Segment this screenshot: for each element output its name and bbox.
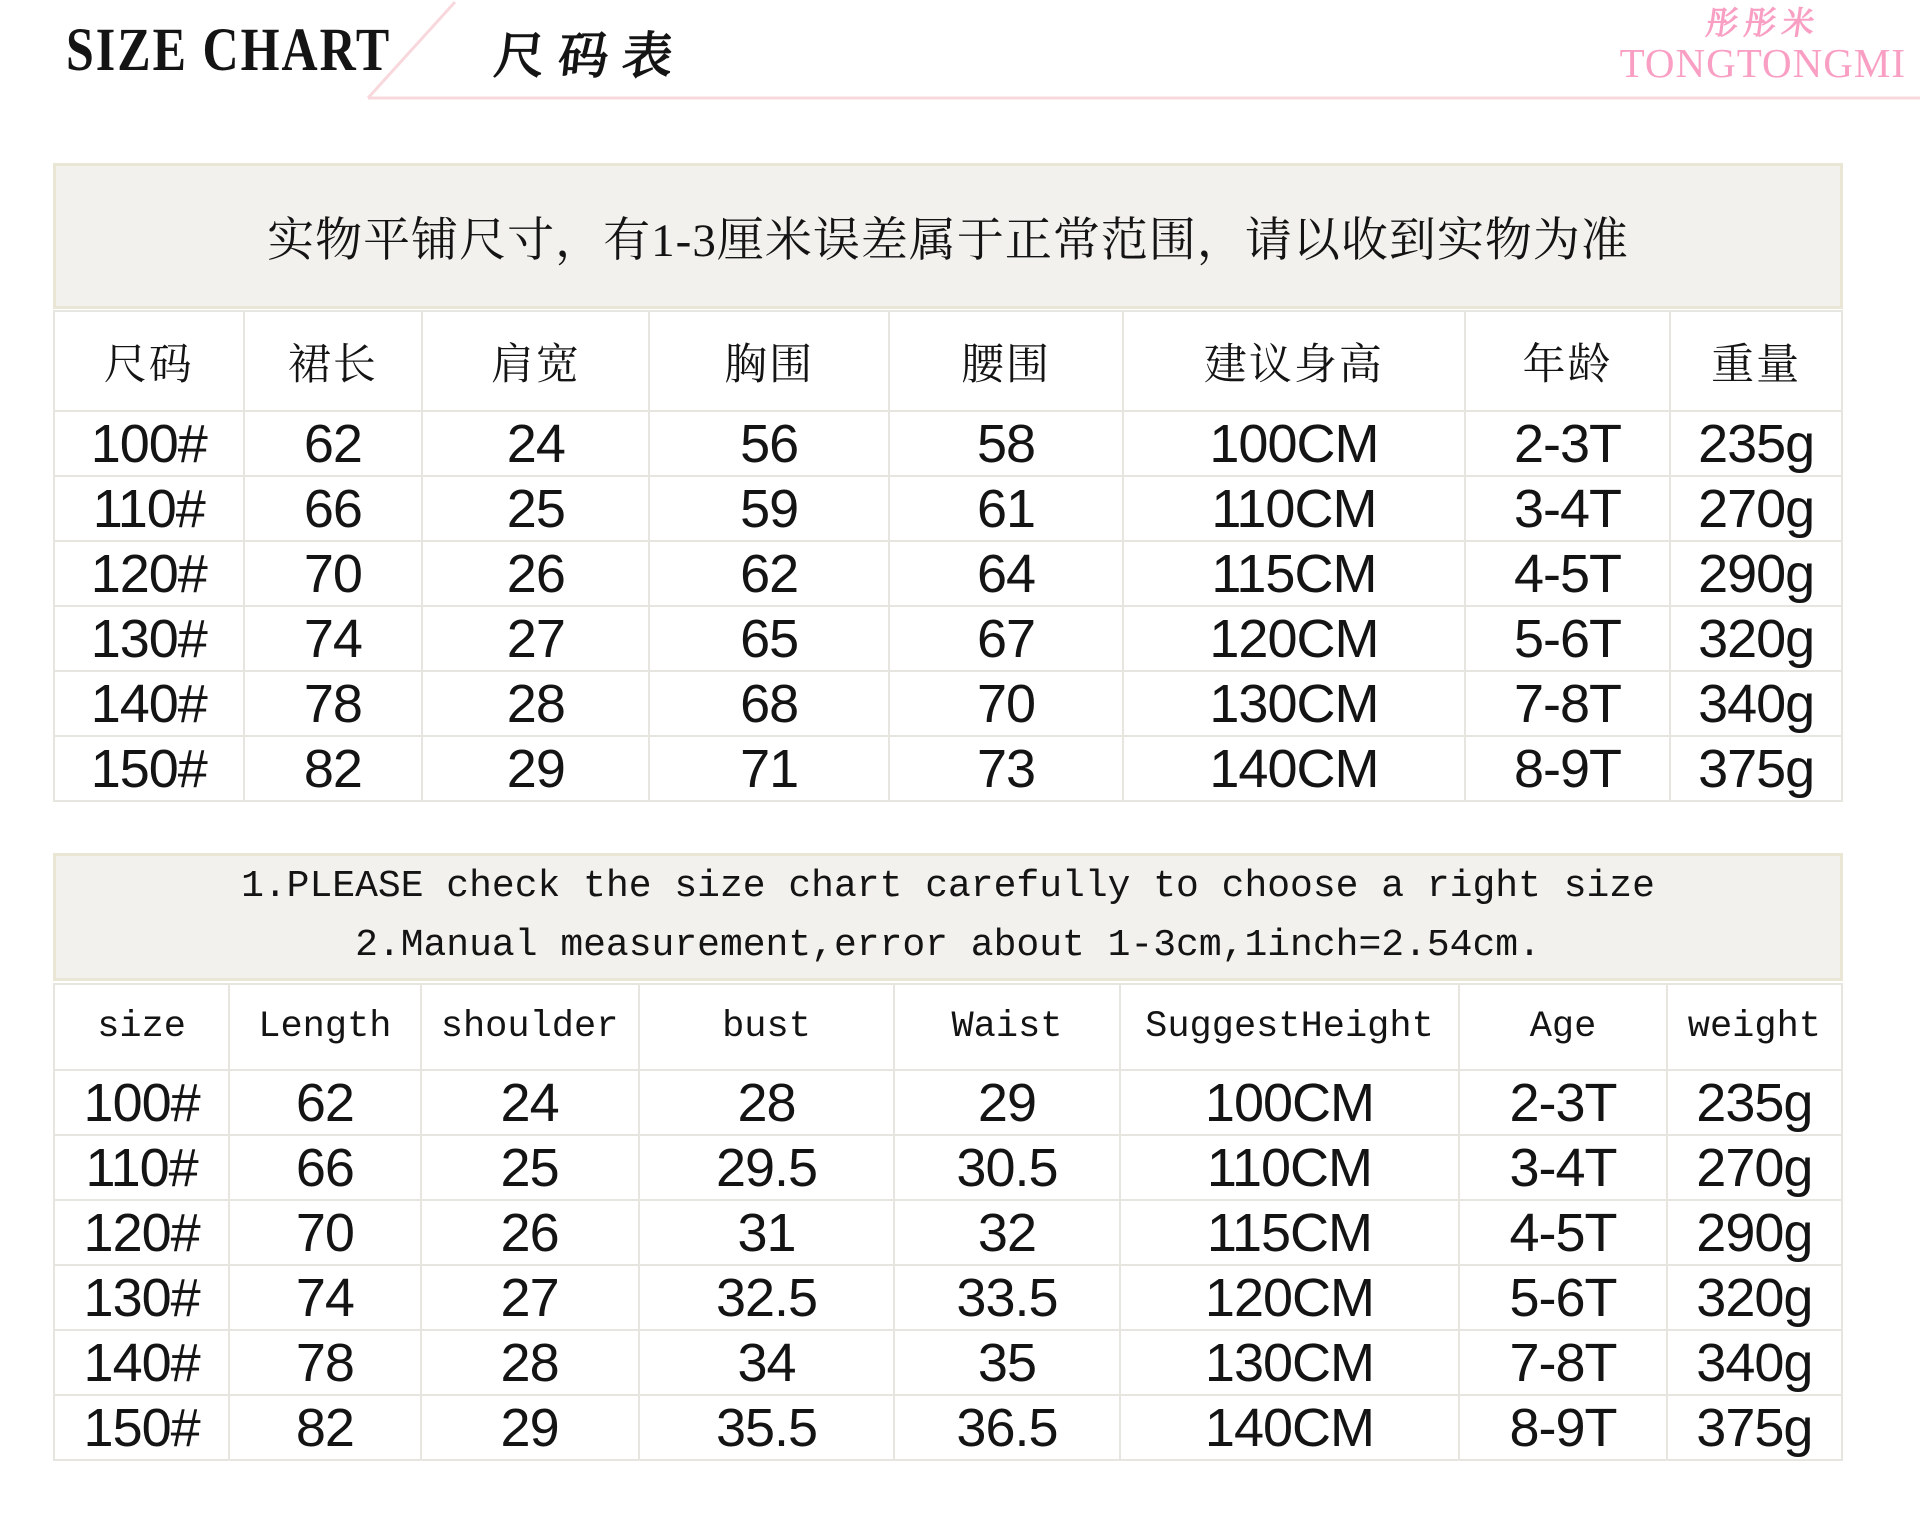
- column-header-7: 重量: [1670, 311, 1842, 411]
- table-cell: 340g: [1670, 671, 1842, 736]
- table-row: [54, 411, 1842, 476]
- column-header-6: 年龄: [1465, 311, 1671, 411]
- table-cell: 70: [229, 1200, 420, 1265]
- notice-panel-english: [53, 853, 1843, 981]
- table-row: [54, 736, 1842, 801]
- table-cell: 28: [639, 1070, 895, 1135]
- column-header-1: 裙长: [244, 311, 423, 411]
- table-row: [54, 1200, 1842, 1265]
- table-cell: 26: [422, 541, 649, 606]
- table-cell: 66: [244, 476, 423, 541]
- table-cell: 290g: [1667, 1200, 1842, 1265]
- table-row: [54, 671, 1842, 736]
- table-cell: 74: [229, 1265, 420, 1330]
- table-cell: 65: [649, 606, 889, 671]
- table-cell: 73: [889, 736, 1123, 801]
- table-cell: 29: [421, 1395, 639, 1460]
- column-header-3: 胸围: [649, 311, 889, 411]
- table-cell: 100CM: [1123, 411, 1465, 476]
- brand-logo: [1620, 6, 1906, 86]
- brand-name-chinese: 彤彤米: [1703, 4, 1823, 42]
- table-cell: 2-3T: [1465, 411, 1671, 476]
- table-cell: 290g: [1670, 541, 1842, 606]
- table-row: [54, 1330, 1842, 1395]
- table-cell: 82: [229, 1395, 420, 1460]
- table-cell: 140#: [54, 1330, 229, 1395]
- table-cell: 100#: [54, 1070, 229, 1135]
- size-table-inch-header-row: [54, 984, 1842, 1070]
- table-cell: 3-4T: [1465, 476, 1671, 541]
- table-row: [54, 1265, 1842, 1330]
- table-cell: 7-8T: [1465, 671, 1671, 736]
- table-cell: 71: [649, 736, 889, 801]
- table-cell: 61: [889, 476, 1123, 541]
- table-cell: 62: [649, 541, 889, 606]
- table-cell: 120#: [54, 1200, 229, 1265]
- size-table-inch: [53, 983, 1843, 1461]
- table-cell: 120#: [54, 541, 244, 606]
- column-header-3: bust: [639, 984, 895, 1070]
- table-cell: 235g: [1670, 411, 1842, 476]
- column-header-0: 尺码: [54, 311, 244, 411]
- table-cell: 110#: [54, 1135, 229, 1200]
- table-cell: 375g: [1670, 736, 1842, 801]
- table-cell: 100CM: [1120, 1070, 1460, 1135]
- table-cell: 30.5: [894, 1135, 1119, 1200]
- page-title-english: SIZE CHART: [66, 15, 392, 84]
- table-cell: 66: [229, 1135, 420, 1200]
- notice-text-english-1: 1.PLEASE check the size chart carefully to choose a right size: [241, 865, 1655, 909]
- column-header-7: weight: [1667, 984, 1842, 1070]
- table-cell: 270g: [1667, 1135, 1842, 1200]
- table-cell: 120CM: [1123, 606, 1465, 671]
- table-cell: 100#: [54, 411, 244, 476]
- table-cell: 130#: [54, 1265, 229, 1330]
- table-cell: 78: [229, 1330, 420, 1395]
- table-cell: 4-5T: [1459, 1200, 1666, 1265]
- table-cell: 130CM: [1123, 671, 1465, 736]
- column-header-6: Age: [1459, 984, 1666, 1070]
- table-cell: 24: [421, 1070, 639, 1135]
- table-cell: 62: [244, 411, 423, 476]
- brand-name-english: TONGTONGMI: [1619, 40, 1906, 87]
- table-cell: 29: [422, 736, 649, 801]
- table-row: [54, 476, 1842, 541]
- table-cell: 27: [421, 1265, 639, 1330]
- table-cell: 58: [889, 411, 1123, 476]
- table-cell: 29: [894, 1070, 1119, 1135]
- table-cell: 24: [422, 411, 649, 476]
- column-header-4: 腰围: [889, 311, 1123, 411]
- table-cell: 150#: [54, 1395, 229, 1460]
- table-cell: 5-6T: [1459, 1265, 1666, 1330]
- table-cell: 67: [889, 606, 1123, 671]
- table-cell: 3-4T: [1459, 1135, 1666, 1200]
- table-cell: 8-9T: [1459, 1395, 1666, 1460]
- table-cell: 28: [421, 1330, 639, 1395]
- table-cell: 74: [244, 606, 423, 671]
- table-cell: 32.5: [639, 1265, 895, 1330]
- table-cell: 140#: [54, 671, 244, 736]
- table-cell: 25: [422, 476, 649, 541]
- size-table-cm-header-row: [54, 311, 1842, 411]
- table-cell: 140CM: [1120, 1395, 1460, 1460]
- table-cell: 35: [894, 1330, 1119, 1395]
- notice-text-english-2: 2.Manual measurement,error about 1-3cm,1inch=2.54cm.: [355, 924, 1541, 967]
- table-cell: 26: [421, 1200, 639, 1265]
- table-cell: 375g: [1667, 1395, 1842, 1460]
- table-row: [54, 606, 1842, 671]
- table-cell: 115CM: [1123, 541, 1465, 606]
- table-cell: 27: [422, 606, 649, 671]
- table-cell: 70: [889, 671, 1123, 736]
- table-row: [54, 1395, 1842, 1460]
- notice-panel-chinese: [53, 163, 1843, 309]
- table-cell: 32: [894, 1200, 1119, 1265]
- table-cell: 150#: [54, 736, 244, 801]
- column-header-5: SuggestHeight: [1120, 984, 1460, 1070]
- table-cell: 270g: [1670, 476, 1842, 541]
- size-table-cm: [53, 310, 1843, 802]
- table-row: [54, 541, 1842, 606]
- table-cell: 340g: [1667, 1330, 1842, 1395]
- table-cell: 29.5: [639, 1135, 895, 1200]
- table-cell: 56: [649, 411, 889, 476]
- column-header-2: shoulder: [421, 984, 639, 1070]
- notice-text-chinese: 实物平铺尺寸，有1-3厘米误差属于正常范围，请以收到实物为准: [267, 214, 1629, 267]
- table-cell: 110CM: [1123, 476, 1465, 541]
- column-header-0: size: [54, 984, 229, 1070]
- table-row: [54, 1135, 1842, 1200]
- table-cell: 82: [244, 736, 423, 801]
- table-cell: 68: [649, 671, 889, 736]
- table-cell: 8-9T: [1465, 736, 1671, 801]
- page-title-chinese: 尺码表: [491, 26, 690, 85]
- table-cell: 235g: [1667, 1070, 1842, 1135]
- table-cell: 62: [229, 1070, 420, 1135]
- table-cell: 33.5: [894, 1265, 1119, 1330]
- table-cell: 28: [422, 671, 649, 736]
- table-cell: 36.5: [894, 1395, 1119, 1460]
- table-cell: 31: [639, 1200, 895, 1265]
- table-cell: 64: [889, 541, 1123, 606]
- table-cell: 25: [421, 1135, 639, 1200]
- table-cell: 5-6T: [1465, 606, 1671, 671]
- table-cell: 130#: [54, 606, 244, 671]
- table-cell: 70: [244, 541, 423, 606]
- table-cell: 4-5T: [1465, 541, 1671, 606]
- table-cell: 34: [639, 1330, 895, 1395]
- column-header-4: Waist: [894, 984, 1119, 1070]
- table-cell: 110#: [54, 476, 244, 541]
- table-cell: 35.5: [639, 1395, 895, 1460]
- table-cell: 110CM: [1120, 1135, 1460, 1200]
- table-cell: 130CM: [1120, 1330, 1460, 1395]
- table-cell: 2-3T: [1459, 1070, 1666, 1135]
- column-header-5: 建议身高: [1123, 311, 1465, 411]
- table-cell: 78: [244, 671, 423, 736]
- table-cell: 120CM: [1120, 1265, 1460, 1330]
- table-row: [54, 1070, 1842, 1135]
- table-cell: 7-8T: [1459, 1330, 1666, 1395]
- table-cell: 320g: [1667, 1265, 1842, 1330]
- table-cell: 115CM: [1120, 1200, 1460, 1265]
- table-cell: 59: [649, 476, 889, 541]
- table-cell: 320g: [1670, 606, 1842, 671]
- table-cell: 140CM: [1123, 736, 1465, 801]
- column-header-1: Length: [229, 984, 420, 1070]
- column-header-2: 肩宽: [422, 311, 649, 411]
